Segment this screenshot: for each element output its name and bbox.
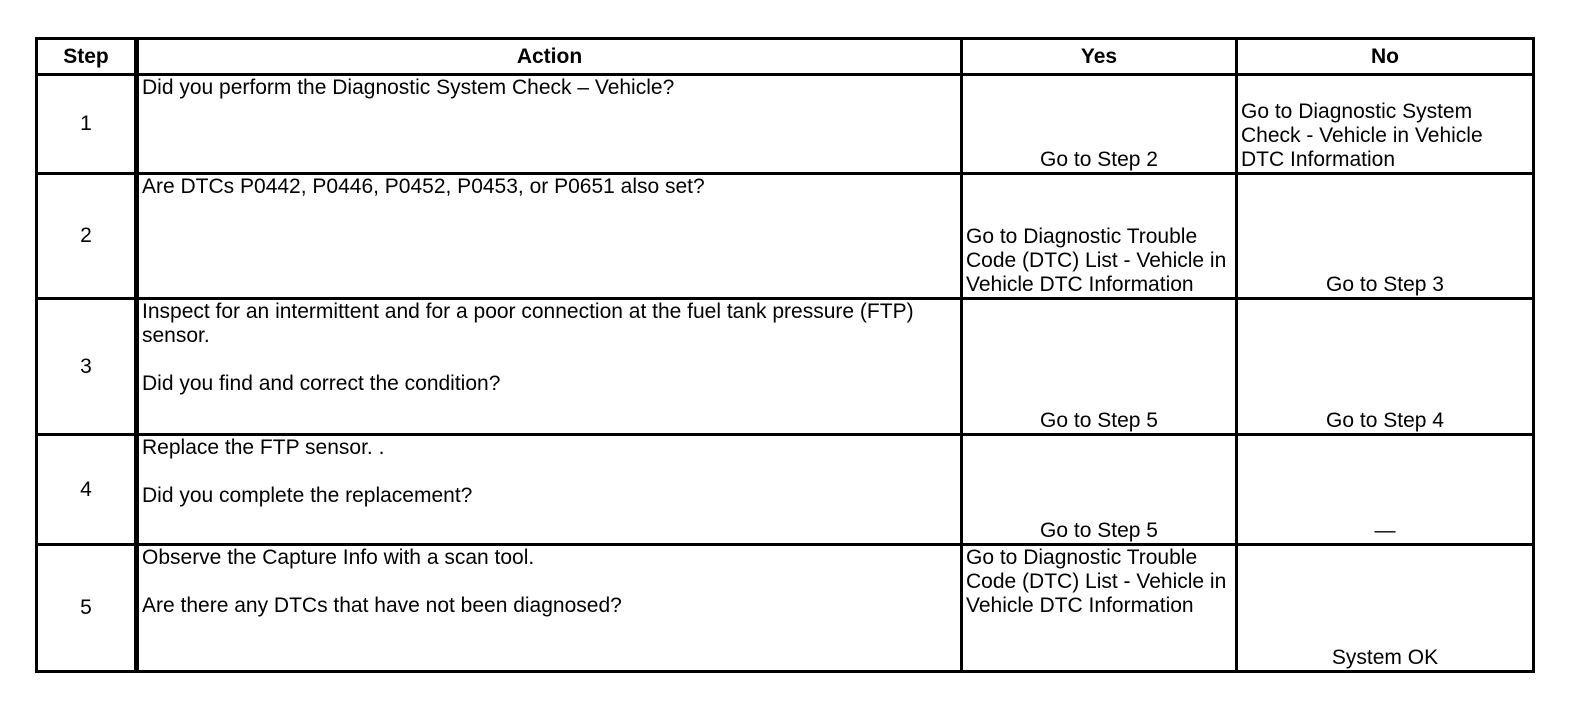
step-number: 2 (37, 174, 137, 299)
action-text: Are DTCs P0442, P0446, P0452, P0453, or P0651 also set? (142, 175, 705, 198)
diagnostic-table (35, 37, 1535, 673)
header-row (37, 39, 1534, 75)
table-row (37, 174, 1534, 299)
no-cell: — (1237, 435, 1534, 545)
step-number: 5 (37, 545, 137, 672)
table-row (37, 435, 1534, 545)
action-cell (137, 75, 962, 174)
table-row (37, 75, 1534, 174)
step-number: 4 (37, 435, 137, 545)
action-text: Did you perform the Diagnostic System Check – Vehicle? (142, 76, 675, 99)
header-action: Action (137, 39, 962, 75)
no-cell: Go to Step 4 (1237, 299, 1534, 435)
table-row (37, 545, 1534, 672)
header-yes: Yes (962, 39, 1237, 75)
step-number: 1 (37, 75, 137, 174)
action-cell (137, 174, 962, 299)
step-number: 3 (37, 299, 137, 435)
action-text: Inspect for an intermittent and for a poor connection at the fuel tank pressure (FTP) sensor. (142, 300, 914, 347)
no-cell: Go to Step 3 (1237, 174, 1534, 299)
no-cell: System OK (1237, 545, 1534, 672)
yes-cell: Go to Diagnostic Trouble Code (DTC) List - Vehicle in Vehicle DTC Information (962, 545, 1237, 672)
yes-cell: Go to Diagnostic Trouble Code (DTC) List - Vehicle in Vehicle DTC Information (962, 174, 1237, 299)
header-no: No (1237, 39, 1534, 75)
action-cell (137, 545, 962, 672)
action-question: Did you find and correct the condition? (142, 372, 501, 395)
table-row (37, 299, 1534, 435)
action-question: Did you complete the replacement? (142, 484, 473, 507)
yes-cell: Go to Step 2 (962, 75, 1237, 174)
yes-cell: Go to Step 5 (962, 299, 1237, 435)
action-cell (137, 435, 962, 545)
header-step: Step (37, 39, 137, 75)
action-text: Observe the Capture Info with a scan tool. (142, 546, 535, 569)
yes-cell: Go to Step 5 (962, 435, 1237, 545)
action-question: Are there any DTCs that have not been diagnosed? (142, 594, 622, 617)
action-text: Replace the FTP sensor. . (142, 436, 385, 459)
action-cell (137, 299, 962, 435)
no-cell: Go to Diagnostic System Check - Vehicle in Vehicle DTC Information (1237, 75, 1534, 174)
